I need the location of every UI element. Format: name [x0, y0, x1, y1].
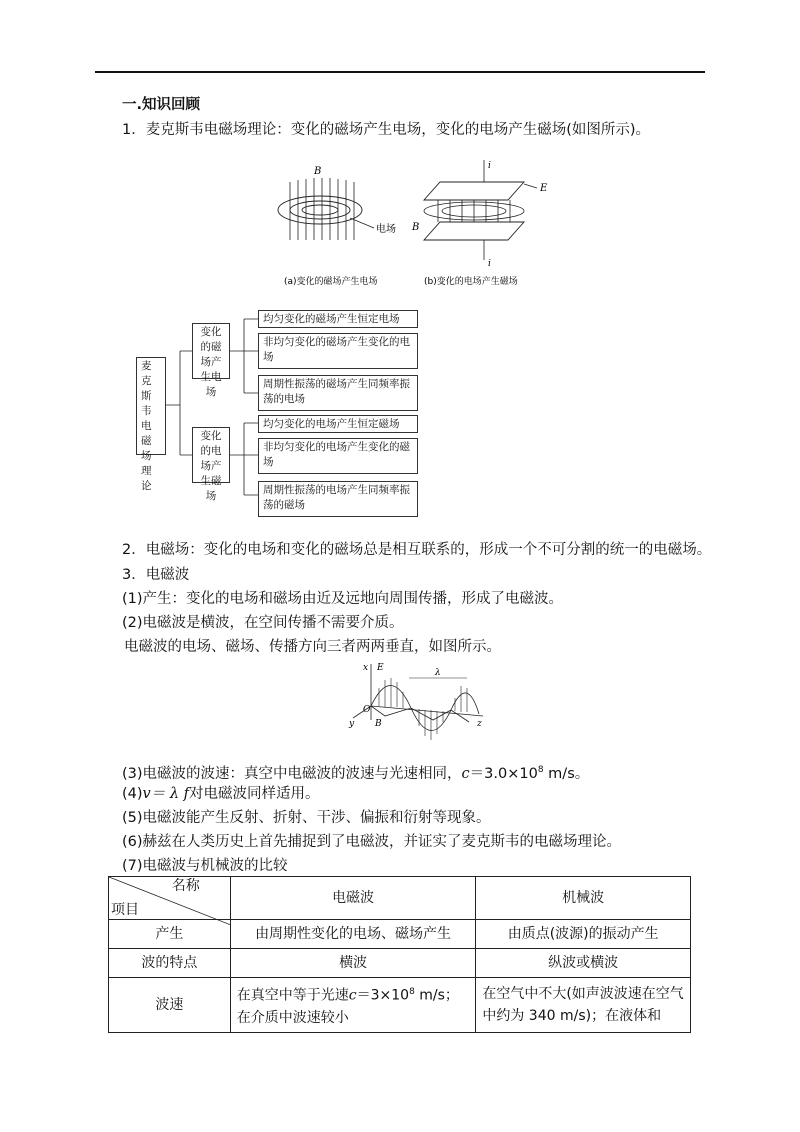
row-mech-speed: 在空气中不大(如声波波速在空气中约为 340 m/s)；在液体和	[476, 978, 691, 1033]
paragraph-maxwell: 1．麦克斯韦电磁场理论：变化的磁场产生电场，变化的电场产生磁场(如图所示)。	[122, 122, 651, 138]
tree-branch-1: 变化的磁场产生电场	[192, 323, 230, 379]
label-i-top: i	[488, 161, 491, 171]
table-row	[109, 949, 691, 978]
capacitor-top-plate	[424, 182, 524, 200]
row-mech-value: 由质点(波源)的振动产生	[476, 920, 691, 949]
row-em-speed: 在真空中等于光速$c=3\times 10^8$ m/s； 在介质中波速较小	[230, 978, 476, 1033]
paragraph-em-field: 2．电磁场：变化的电场和变化的磁场总是相互联系的，形成一个不可分割的统一的电磁场。	[122, 542, 712, 558]
concept-tree	[132, 305, 432, 525]
row-item: 产生	[109, 920, 231, 949]
label-b-left: B	[314, 166, 322, 177]
tree-b1-item-3: 周期性振荡的磁场产生同频率振荡的电场	[258, 375, 418, 411]
paragraph-hertz: (6)赫兹在人类历史上首先捕捉到了电磁波，并证实了麦克斯韦的电磁场理论。	[122, 834, 622, 850]
header-item: 项目	[111, 902, 139, 918]
label-b-right: B	[412, 222, 420, 233]
tree-b2-item-3: 周期性振荡的电场产生同频率振荡的磁场	[258, 481, 418, 517]
figure-em-wave	[345, 660, 485, 760]
header-em-wave: 电磁波	[230, 877, 476, 920]
axis-x-label: x	[363, 663, 369, 673]
tree-b2-item-2: 非均匀变化的电场产生变化的磁场	[258, 438, 418, 474]
tree-branch-2: 变化的电场产生磁场	[192, 427, 230, 483]
paragraph-perpendicular: 电磁波的电场、磁场、传播方向三者两两垂直，如图所示。	[124, 639, 501, 655]
row-mech-value: 纵波或横波	[476, 949, 691, 978]
figure-maxwell-fields	[262, 160, 552, 300]
label-e-wave: E	[377, 663, 384, 673]
label-i-bottom: i	[488, 259, 491, 269]
table-corner-cell	[109, 877, 231, 920]
header-mech-wave: 机械波	[476, 877, 691, 920]
caption-b: (b)变化的电场产生磁场	[424, 277, 518, 287]
row-item-speed: 波速	[109, 978, 231, 1033]
row-item: 波的特点	[109, 949, 231, 978]
caption-a: (a)变化的磁场产生电场	[284, 277, 378, 287]
tree-root: 麦克斯韦电磁场理论	[136, 357, 166, 455]
row-em-value: 横波	[230, 949, 476, 978]
paragraph-formula: (4)v＝ λ f对电磁波同样适用。	[122, 786, 320, 802]
tree-b2-item-1: 均匀变化的电场产生恒定磁场	[258, 415, 418, 433]
label-b-wave: B	[375, 719, 382, 729]
paragraph-wave-speed: (3)电磁波的波速：真空中电磁波的波速与光速相同，$c=3.0\times 10^8$ m/s。	[122, 765, 590, 782]
label-e: E	[540, 183, 548, 194]
axis-z-label: z	[477, 719, 482, 729]
label-lambda: λ	[435, 668, 441, 678]
label-electric-field: 电场	[376, 224, 396, 235]
top-rule	[95, 71, 705, 73]
paragraph-comparison: (7)电磁波与机械波的比较	[122, 858, 288, 874]
paragraph-em-wave: 3．电磁波	[122, 567, 190, 583]
label-origin: O	[363, 705, 371, 715]
comparison-table	[108, 876, 691, 1033]
section-title: 一.知识回顾	[122, 97, 201, 113]
field-loop-outer	[278, 196, 362, 224]
paragraph-phenomena: (5)电磁波能产生反射、折射、干涉、偏振和衍射等现象。	[122, 810, 491, 826]
tree-b1-item-2: 非均匀变化的磁场产生变化的电场	[258, 333, 418, 369]
paragraph-generation: (1)产生：变化的电场和磁场由近及远地向周围传播，形成了电磁波。	[122, 591, 564, 607]
table-header-row	[109, 877, 691, 920]
tree-b1-item-1: 均匀变化的磁场产生恒定电场	[258, 310, 418, 328]
table-row	[109, 978, 691, 1033]
axis-y-label: y	[349, 719, 355, 729]
paragraph-transverse: (2)电磁波是横波，在空间传播不需要介质。	[122, 615, 404, 631]
row-em-value: 由周期性变化的电场、磁场产生	[230, 920, 476, 949]
header-name: 名称	[171, 878, 200, 894]
